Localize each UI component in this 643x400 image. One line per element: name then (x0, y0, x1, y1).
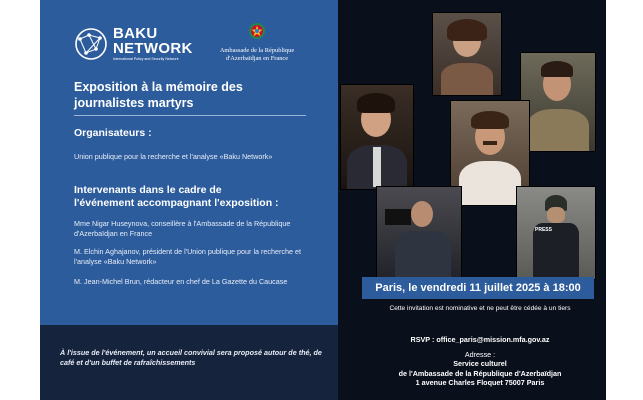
title-line2: journalistes martyrs (74, 95, 194, 110)
rsvp-email[interactable]: office_paris@mission.mfa.gov.az (436, 335, 550, 344)
closing-text: À l'issue de l'événement, un accueil convivial sera proposé autour de thé, de café et d'un buffet de rafraîchissements (60, 348, 322, 367)
press-label: PRESS (535, 227, 552, 233)
title-line1: Exposition à la mémoire des (74, 80, 243, 94)
logo-tagline: International Policy and Security Network (113, 57, 179, 61)
title-divider (74, 115, 306, 116)
photo-woman (432, 12, 502, 96)
event-date-banner: Paris, le vendredi 11 juillet 2025 à 18:00 (362, 277, 594, 299)
address-block (358, 350, 602, 387)
organizers-heading: Organisateurs : (74, 127, 152, 139)
address-label: Adresse : (464, 350, 496, 359)
embassy-line1: Ambassade de la République (219, 47, 295, 54)
photo-man-glasses (520, 52, 596, 152)
embassy-logo (208, 22, 306, 63)
photo-cameraman (376, 186, 462, 280)
speakers-heading (74, 184, 324, 210)
speaker-item: Mme Nigar Huseynova, conseillère à l'Ambassade de la République d'Azerbaïdjan en France (74, 219, 291, 238)
organizers-text: Union publique pour la recherche et l'analyse «Baku Network» (74, 152, 273, 161)
invitation-note: Cette invitation est nominative et ne peut être cédée à un tiers (389, 305, 571, 312)
info-panel (40, 0, 338, 325)
address-line2: de l'Ambassade de la République d'Azerbaïdjan (398, 368, 562, 378)
address-line3: 1 avenue Charles Floquet 75007 Paris (415, 378, 545, 388)
baku-network-logo (74, 26, 193, 62)
logo-name-line1: BAKU (113, 25, 158, 42)
speakers-heading-line2: l'événement accompagnant l'exposition : (74, 197, 279, 210)
address-line1: Service culturel (453, 359, 507, 369)
embassy-line2: d'Azerbaïdjan en France (225, 55, 289, 62)
speaker-item: M. Elchin Aghajanov, président de l'Union publique pour la recherche et l'analyse «Baku Network» (74, 247, 301, 266)
logo-name-line2: NETWORK (113, 40, 193, 57)
photo-young-man (340, 84, 414, 190)
speaker-item: M. Jean-Michel Brun, rédacteur en chef de La Gazette du Caucase (74, 277, 288, 286)
rsvp-line (358, 335, 602, 344)
photo-press-reporter (516, 186, 596, 280)
azerbaijan-emblem-icon (248, 22, 266, 40)
page-title (74, 80, 314, 111)
speakers-heading-line1: Intervenants dans le cadre de (74, 184, 222, 196)
network-globe-icon (74, 27, 108, 61)
invitation-card (40, 0, 606, 400)
rsvp-label: RSVP : (410, 335, 435, 344)
